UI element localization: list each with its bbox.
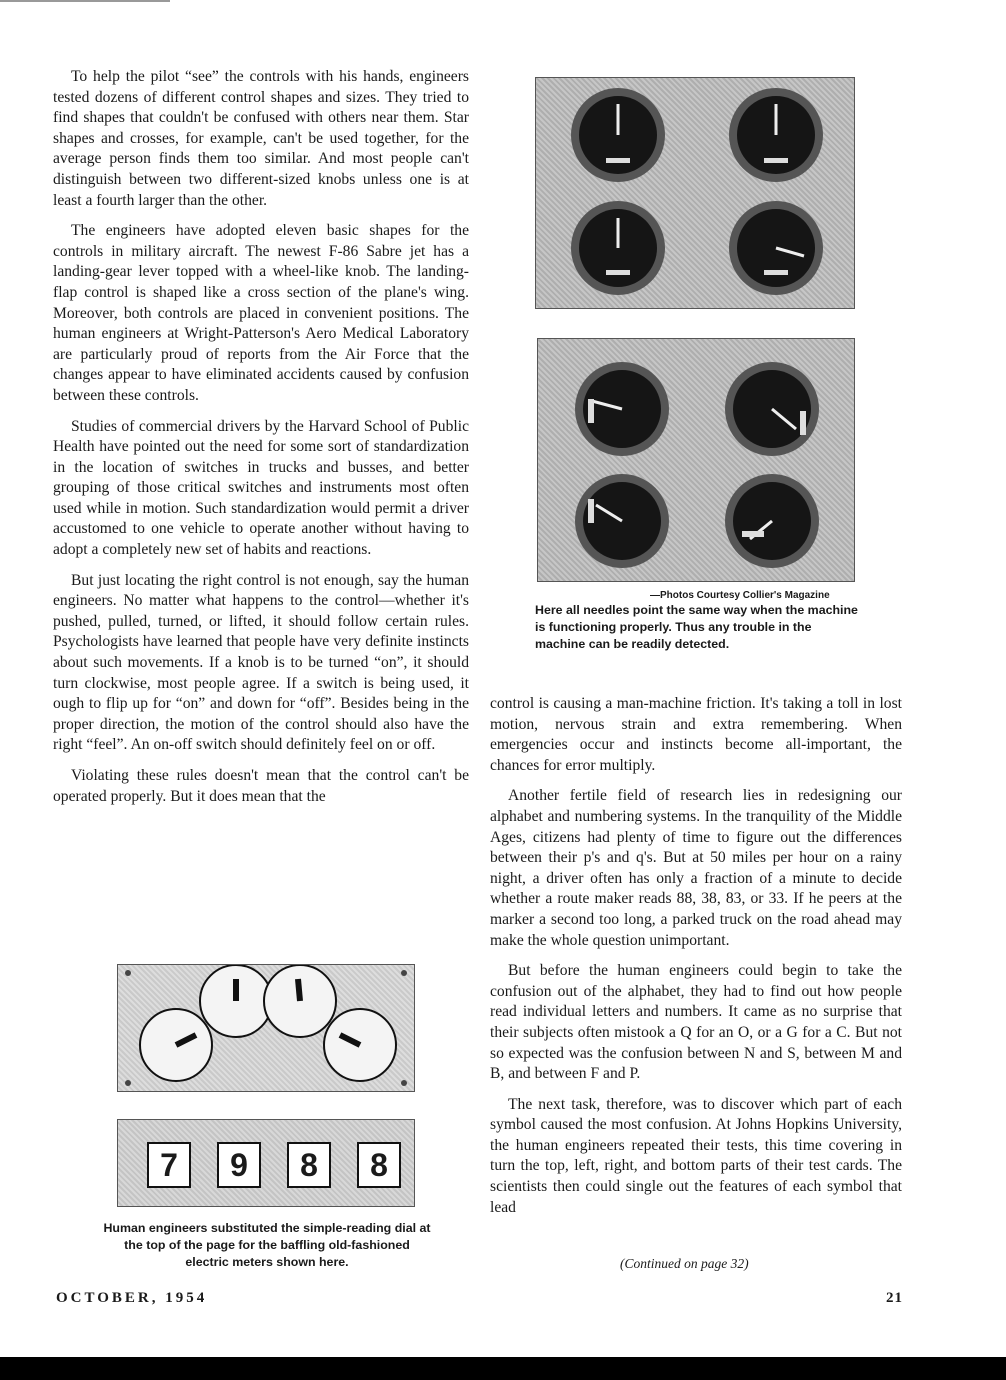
photo-credit: —Photos Courtesy Collier's Magazine xyxy=(650,590,830,601)
paragraph: control is causing a man-machine friction. It's taking a toll in lost motion, nervous strain and extra remembering. When emergencies occur and instincts become all-important, the chances for error multiply. xyxy=(490,695,902,774)
meters-figure-caption: Human engineers substituted the simple-reading dial at the top of the page for the baffling old-fashioned electric meters shown here. xyxy=(103,1221,431,1269)
paragraph: But just locating the right control is not enough, say the human engineers. No matter what happens to the control—whether it's pushed, pulled, turned, or lifted, it should follow certain rules. Psychologists have learned that people have very definite instincts about such movements. If a knob is to be turned “on”, it should turn clockwise, most people agree. If a switch is being used, it ough to flip up for “on” and down for “off”. Besides being in the proper direction, the motion of the control should also have the right “feel”. An on-off switch should definitely feel on or off. xyxy=(53,571,469,754)
meter-dial xyxy=(264,965,336,1037)
gauge-dial xyxy=(575,474,669,568)
article-right-column xyxy=(490,694,902,1228)
paragraph: Violating these rules doesn't mean that the control can't be operated properly. But it does mean that the xyxy=(53,767,469,805)
meter-dial xyxy=(140,1009,212,1081)
gauge-dial xyxy=(725,362,819,456)
continued-note: (Continued on page 32) xyxy=(620,1256,749,1271)
gauge-panel-photo-top xyxy=(535,77,855,309)
paragraph: The engineers have adopted eleven basic shapes for the controls in military aircraft. The newest F-86 Sabre jet has a landing-gear lever topped with a wheel-like knob. The landing-flap control is shaped like a cross section of the plane's wing. Moreover, both controls are placed in convenient positions. The human engineers at Wright-Patterson's Aero Medical Laboratory are particularly proud of reports from the Air Force that the changes appear to have eliminated accidents caused by confusion between these controls. xyxy=(53,222,469,404)
gauge-dial xyxy=(725,474,819,568)
paragraph: To help the pilot “see” the controls with his hands, engineers tested dozens of different control shapes and sizes. They tried to find shapes that couldn't be confused with others near them. Star shapes and crosses, for example, can't be used together, for the average person finds them too similar. And most people can't distinguish between two different-sized knobs unless one is at least a fourth larger than the other. xyxy=(53,68,469,209)
page-number: 21 xyxy=(886,1290,903,1306)
electric-meters-photo xyxy=(117,964,415,1092)
counter-digit: 8 xyxy=(287,1142,331,1188)
gauge-figure-caption: Here all needles point the same way when the machine is functioning properly. Thus any trouble in the machine can be readily detected. xyxy=(535,603,858,651)
paragraph: The next task, therefore, was to discover which part of each symbol caused the most confusion. At Johns Hopkins University, the human engineers repeated their tests, this time covering in turn the top, left, right, and bottom parts of their test cards. The scientists then could single out the features of each symbol that lead xyxy=(490,1095,902,1216)
paragraph: But before the human engineers could begin to take the confusion out of the alphabet, they had to find out how people read individual letters and numbers. It came as no surprise that their subjects often mistook a Q for an O, or a G for a C. But not so expected was the confusion between N and S, between M and B, and between F and P. xyxy=(490,962,902,1083)
paragraph: Studies of commercial drivers by the Harvard School of Public Health have pointed out the need for some sort of standardization in the location of switches in trucks and busses, and better grouping of those critical switches and instruments most often used while in motion. Such standardization would permit a driver accustomed to one vehicle to operate another without having to adopt a completely new set of habits and reactions. xyxy=(53,417,469,559)
bottom-scan-border xyxy=(0,1357,1006,1380)
gauge-panel-photo-bottom xyxy=(537,338,855,582)
gauge-dial xyxy=(571,201,665,295)
gauge-dial xyxy=(575,362,669,456)
gauges-bottom-svg xyxy=(538,339,854,581)
meter-dials-svg xyxy=(118,965,414,1091)
gauges-top-svg xyxy=(536,78,854,308)
counter-digit: 8 xyxy=(357,1142,401,1188)
gauge-dial xyxy=(571,88,665,182)
counter-digit: 7 xyxy=(147,1142,191,1188)
top-edge-line xyxy=(0,0,170,2)
counter-digits xyxy=(147,1142,401,1188)
digital-counter-photo xyxy=(117,1119,415,1207)
gauge-dial xyxy=(729,88,823,182)
paragraph: Another fertile field of research lies in redesigning our alphabet and numbering systems. In the tranquility of the Middle Ages, citizens had plenty of time to figure out the differences between their p's and q's. But at 50 miles per hour on a rainy night, a driver often has only a fraction of a minute to decide whether a route maker reads 88, 38, 83, or 33. If he peers at the marker a second too long, a parked truck on the road ahead may make the whole question unimportant. xyxy=(490,787,902,949)
meter-dial xyxy=(324,1009,396,1081)
issue-date: OCTOBER, 1954 xyxy=(56,1290,208,1306)
counter-digit: 9 xyxy=(217,1142,261,1188)
meter-dial xyxy=(200,965,272,1037)
gauge-dial xyxy=(729,201,823,295)
article-left-column xyxy=(53,67,469,817)
